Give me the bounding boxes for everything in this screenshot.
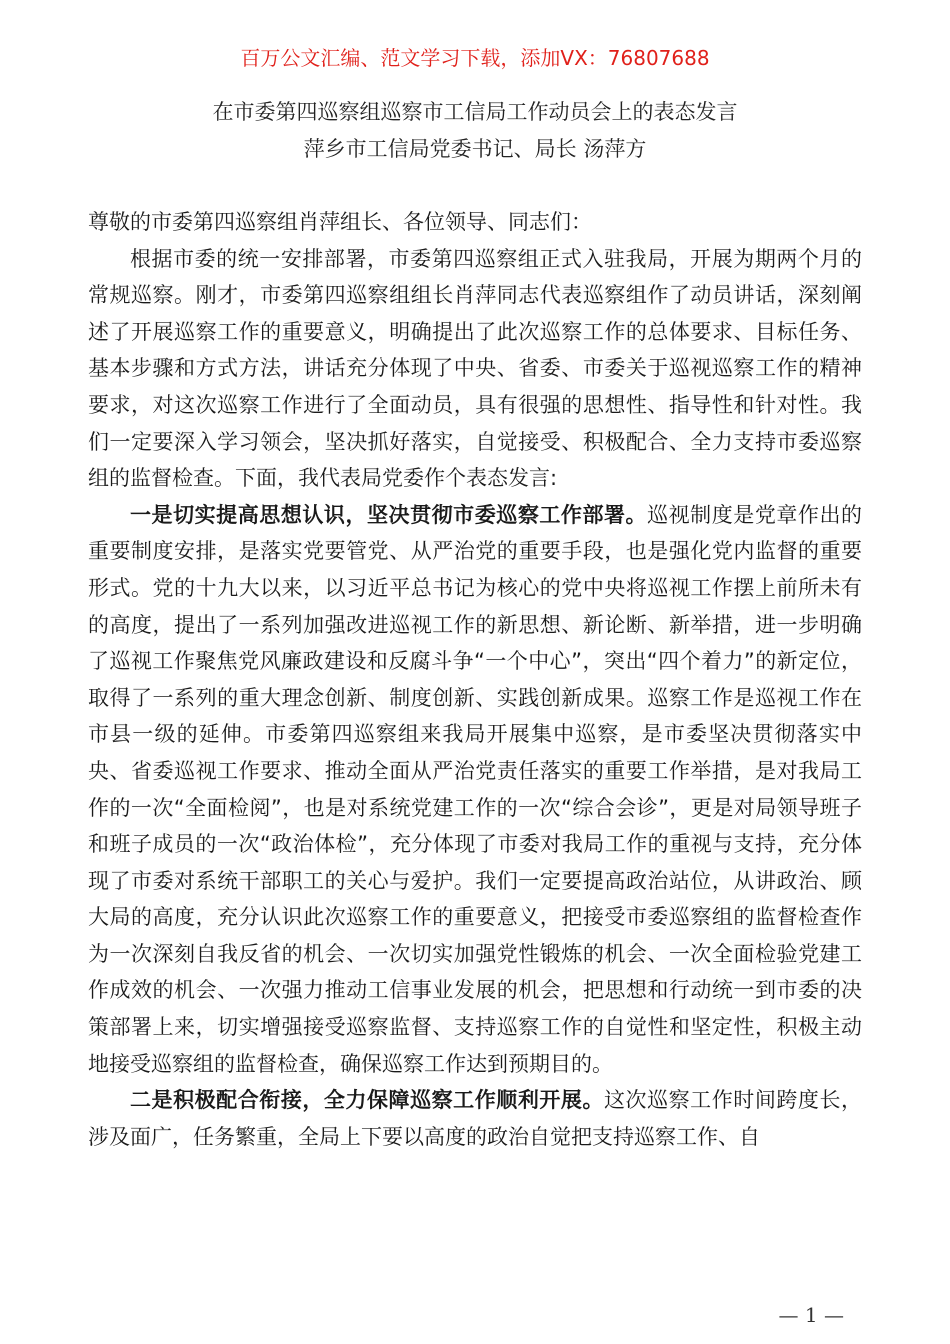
document-body — [88, 204, 862, 1155]
document-title: 在市委第四巡察组巡察市工信局工作动员会上的表态发言 — [212, 100, 738, 124]
paragraph-text: 这次巡察工作时间跨度长，涉及面广，任务繁重，全局上下要以高度的政治自觉把支持巡察工作、自 — [88, 1088, 862, 1149]
promo-banner: 百万公文汇编、范文学习下载，添加VX：76807688 — [240, 46, 710, 70]
document-author: 萍乡市工信局党委书记、局长 汤萍方 — [303, 137, 647, 161]
page-number: — 1 — — [778, 1303, 844, 1327]
paragraph-lead: 二是积极配合衔接，全力保障巡察工作顺利开展。 — [130, 1088, 604, 1113]
paragraph-text: 根据市委的统一安排部署，市委第四巡察组正式入驻我局，开展为期两个月的常规巡察。刚才，市委第四巡察组组长肖萍同志代表巡察组作了动员讲话，深刻阐述了开展巡察工作的重要意义，明确提出了此次巡察工作的总体要求、目标任务、基本步骤和方式方法，讲话充分体现了中央、省委、市委关于巡视巡察工作的精神要求，对这次巡察工作进行了全面动员，具有很强的思想性、指导性和针对性。我们一定要深入学习领会，坚决抓好落实，自觉接受、积极配合、全力支持市委巡察组的监督检查。下面，我代表局党委作个表态发言: — [88, 246, 862, 491]
paragraph-text: 巡视制度是党章作出的重要制度安排，是落实党要管党、从严治党的重要手段，也是强化党内监督的重要形式。党的十九大以来，以习近平总书记为核心的党中央将巡视工作摆上前所未有的高度，提出了一系列加强改进巡视工作的新思想、新论断、新举措，进一步明确了巡视工作聚焦党风廉政建设和反腐斗争“一个中心”，突出“四个着力”的新定位，取得了一系列的重大理念创新、制度创新、实践创新成果。巡察工作是巡视工作在市县一级的延伸。市委第四巡察组来我局开展集中巡察，是市委坚决贯彻落实中央、省委巡视工作要求、推动全面从严治党责任落实的重要工作举措，是对我局工作的一次“全面检阅”，也是对系统党建工作的一次“综合会诊”，更是对局领导班子和班子成员的一次“政治体检”，充分体现了市委对我局工作的重视与支持，充分体现了市委对系统干部职工的关心与爱护。我们一定要提高政治站位，从讲政治、顾大局的高度，充分认识此次巡察工作的重要意义，把接受市委巡察组的监督检查作为一次深刻自我反省的机会、一次切实加强党性锻炼的机会、一次全面检验党建工作成效的机会、一次强力推动工信事业发展的机会，把思想和行动统一到市委的决策部署上来，切实增强接受巡察监督、支持巡察工作的自觉性和坚定性，积极主动地接受巡察组的监督检查，确保巡察工作达到预期目的。 — [88, 502, 863, 1076]
paragraph-point-2 — [88, 1082, 862, 1155]
paragraph-lead: 一是切实提高思想认识，坚决贯彻市委巡察工作部署。 — [130, 502, 648, 527]
paragraph-intro — [88, 241, 862, 497]
salutation: 尊敬的市委第四巡察组肖萍组长、各位领导、同志们： — [88, 210, 592, 234]
paragraph-point-1 — [88, 497, 862, 1083]
